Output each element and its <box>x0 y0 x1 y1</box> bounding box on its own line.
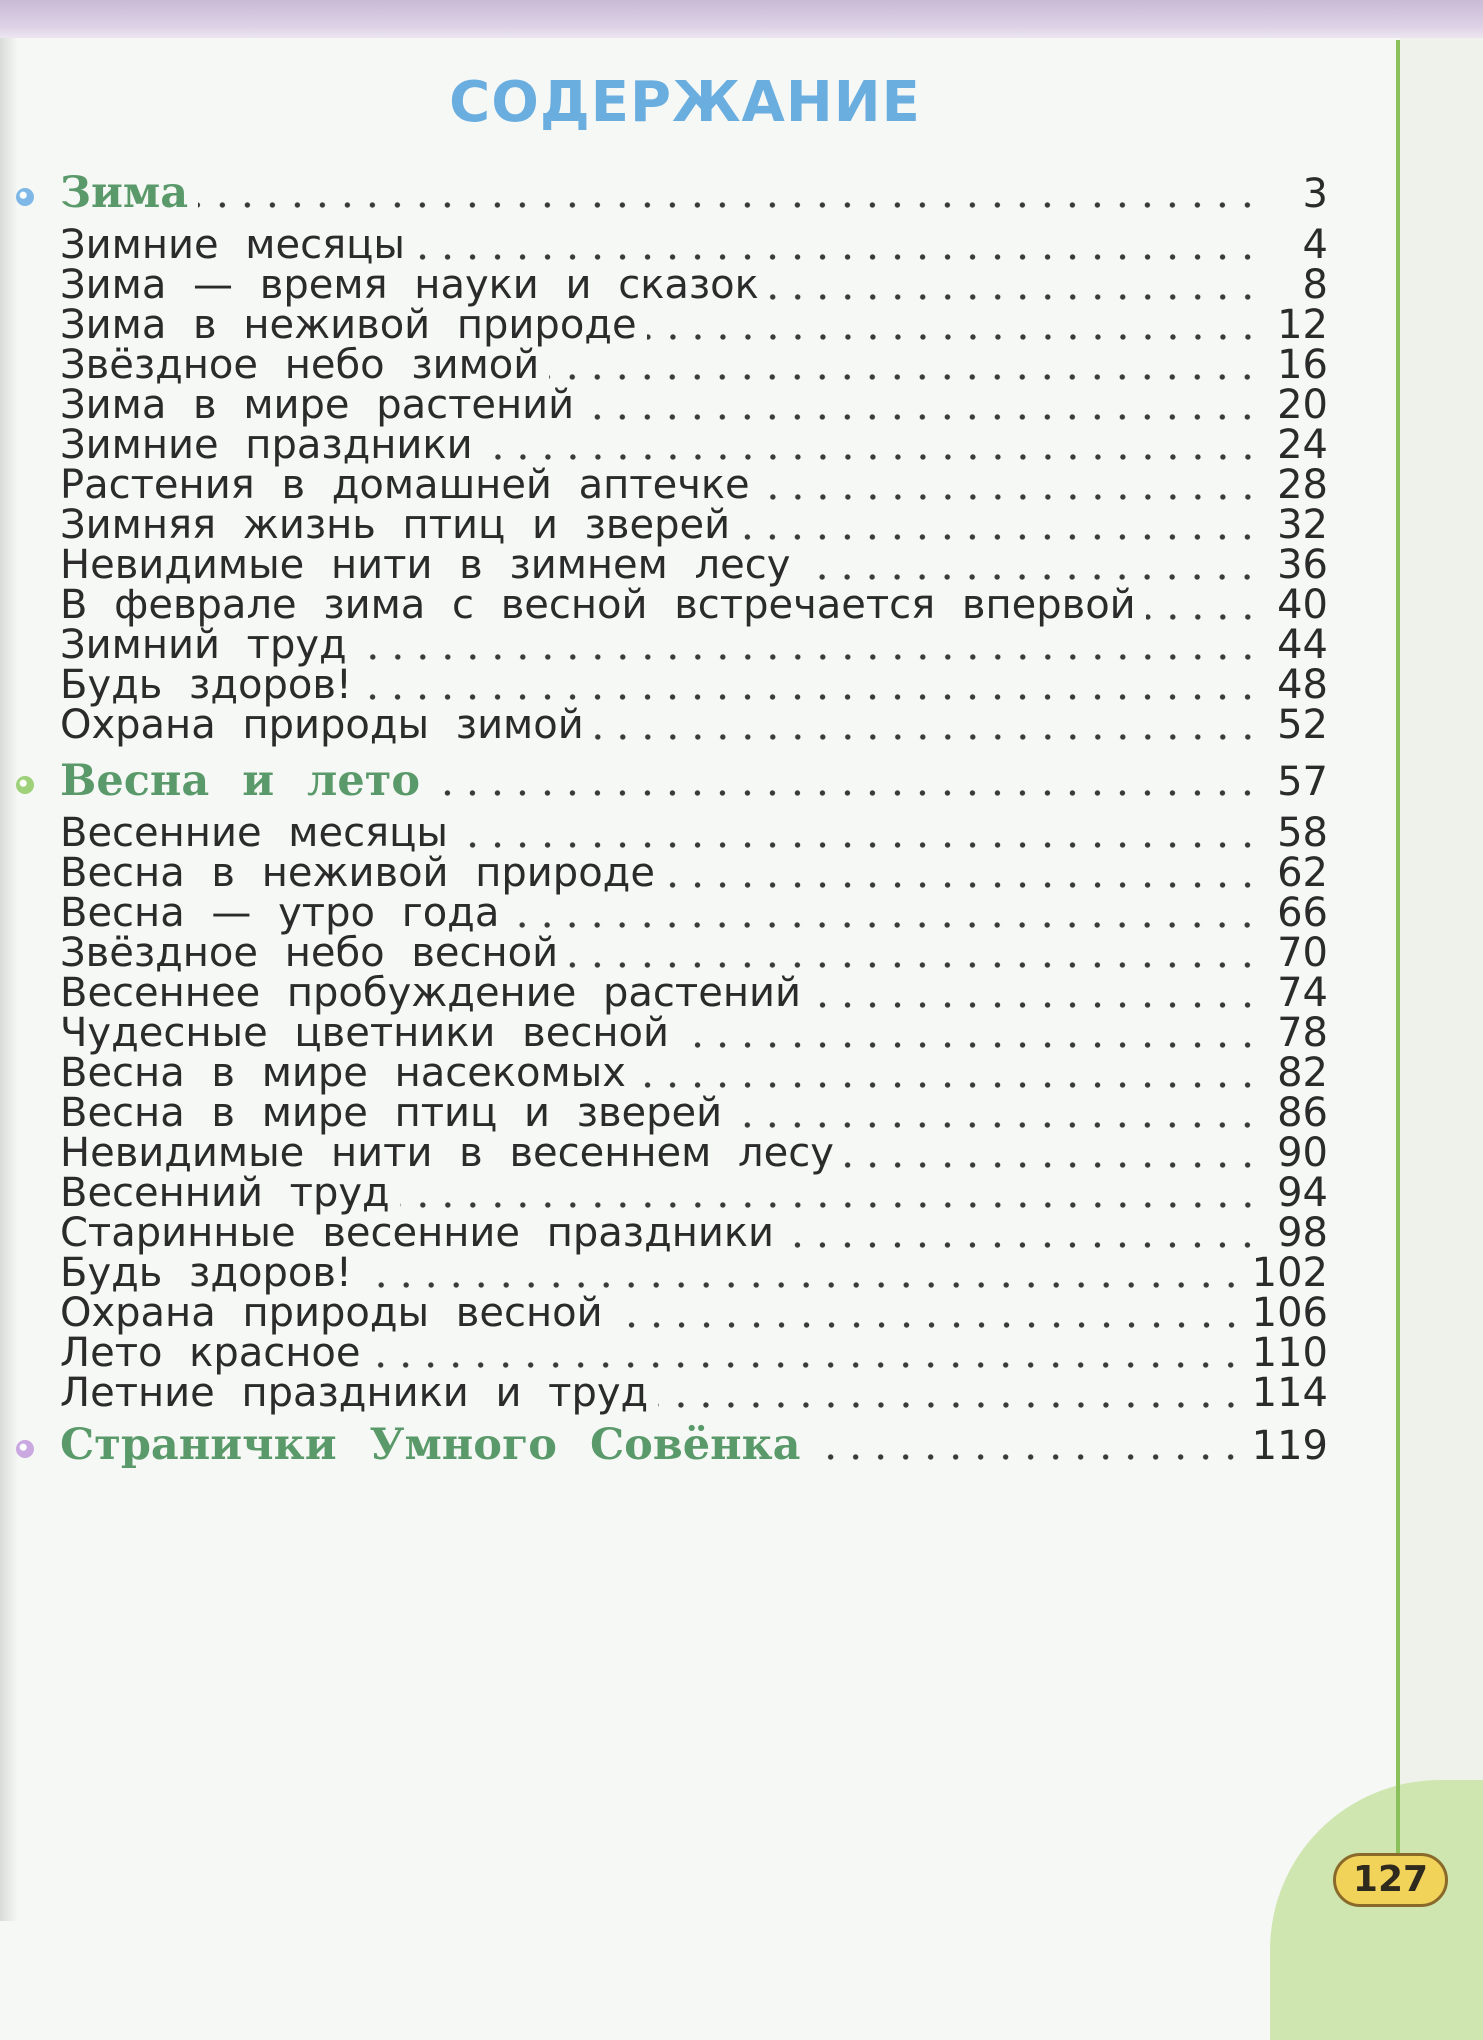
page-ref: 98 <box>1277 1210 1328 1256</box>
dot-leader <box>1146 613 1260 621</box>
page-title: СОДЕРЖАНИЕ <box>449 70 921 135</box>
dot-leader <box>198 201 1260 209</box>
entry-title: Лето красное <box>60 1330 361 1376</box>
page-ref: 62 <box>1277 850 1328 896</box>
dot-leader <box>769 293 1260 301</box>
dot-leader <box>732 1121 1260 1129</box>
entry-title: Растения в домашней аптечке <box>60 462 750 508</box>
entry-title: Будь здоров! <box>60 1250 352 1296</box>
entry-title: Зимние месяцы <box>60 222 405 268</box>
section-title: Странички Умного Совёнка <box>60 1420 801 1470</box>
toc-entry <box>60 702 1328 748</box>
toc-entry <box>60 1370 1328 1416</box>
page-ref: 32 <box>1277 502 1328 548</box>
dot-leader <box>658 1401 1243 1409</box>
dot-leader <box>458 841 1260 849</box>
entry-title: В феврале зима с весной встречается впервой <box>60 582 1136 628</box>
entry-title: Зима в мире растений <box>60 382 575 428</box>
section-title: Весна и лето <box>60 756 421 806</box>
page-ref: 40 <box>1277 582 1328 628</box>
entry-title: Старинные весенние праздники <box>60 1210 775 1256</box>
page-ref: 52 <box>1277 702 1328 748</box>
dot-leader <box>584 413 1260 421</box>
dot-leader <box>679 1041 1260 1049</box>
page-ref: 78 <box>1277 1010 1328 1056</box>
dot-leader <box>665 881 1260 889</box>
entry-title: Чудесные цветники весной <box>60 1010 669 1056</box>
page-ref: 70 <box>1277 930 1328 976</box>
page-ref: 4 <box>1302 222 1328 268</box>
dot-leader <box>549 373 1260 381</box>
entry-title: Весна в неживой природе <box>60 850 655 896</box>
dot-leader <box>370 1361 1243 1369</box>
entry-title: Охрана природы весной <box>60 1290 603 1336</box>
entry-title: Весенние месяцы <box>60 810 448 856</box>
page-ref: 36 <box>1277 542 1328 588</box>
entry-title: Звёздное небо зимой <box>60 342 540 388</box>
dot-leader <box>362 693 1260 701</box>
section-bullet-icon <box>16 1440 34 1458</box>
dot-leader <box>594 733 1260 741</box>
page-ref: 28 <box>1277 462 1328 508</box>
page-ref: 3 <box>1302 171 1328 217</box>
page-ref: 90 <box>1277 1130 1328 1176</box>
page-ref: 12 <box>1277 302 1328 348</box>
dot-leader <box>362 1281 1244 1289</box>
entry-title: Зимние праздники <box>60 422 473 468</box>
dot-leader <box>430 789 1260 797</box>
page-ref: 86 <box>1277 1090 1328 1136</box>
page-ref: 58 <box>1277 810 1328 856</box>
page-ref: 82 <box>1277 1050 1328 1096</box>
entry-title: Весна в мире птиц и зверей <box>60 1090 723 1136</box>
page-ref: 57 <box>1277 759 1328 805</box>
page-ref: 24 <box>1277 422 1328 468</box>
entry-title: Невидимые нити в зимнем лесу <box>60 542 791 588</box>
page-ref: 106 <box>1251 1290 1328 1336</box>
page-ref: 74 <box>1277 970 1328 1016</box>
page-ref: 114 <box>1251 1370 1328 1416</box>
page-ref: 20 <box>1277 382 1328 428</box>
dot-leader <box>483 453 1260 461</box>
page-ref: 44 <box>1277 622 1328 668</box>
entry-title: Звёздное небо весной <box>60 930 559 976</box>
toc-section-heading <box>60 168 1328 218</box>
entry-title: Зимний труд <box>60 622 347 668</box>
dot-leader <box>568 961 1260 969</box>
page-ref: 102 <box>1251 1250 1328 1296</box>
entry-title: Весна в мире насекомых <box>60 1050 626 1096</box>
dot-leader <box>740 533 1260 541</box>
toc-section-heading <box>60 756 1328 806</box>
dot-leader <box>784 1241 1260 1249</box>
entry-title: Охрана природы зимой <box>60 702 584 748</box>
section-title: Зима <box>60 168 189 218</box>
dot-leader <box>800 573 1260 581</box>
dot-leader <box>415 253 1260 261</box>
entry-title: Летние праздники и труд <box>60 1370 649 1416</box>
dot-leader <box>357 653 1260 661</box>
dot-leader <box>400 1201 1260 1209</box>
entry-title: Весна — утро года <box>60 890 500 936</box>
page-ref: 8 <box>1302 262 1328 308</box>
dot-leader <box>844 1161 1260 1169</box>
page-ref: 66 <box>1277 890 1328 936</box>
dot-leader <box>810 1453 1243 1461</box>
entry-title: Будь здоров! <box>60 662 352 708</box>
dot-leader <box>811 1001 1260 1009</box>
entry-title: Зимняя жизнь птиц и зверей <box>60 502 731 548</box>
dot-leader <box>613 1321 1244 1329</box>
dot-leader <box>760 493 1260 501</box>
entry-title: Невидимые нити в весеннем лесу <box>60 1130 834 1176</box>
dot-leader <box>509 921 1260 929</box>
page-number: 127 <box>1333 1853 1448 1907</box>
entry-title: Весеннее пробуждение растений <box>60 970 801 1016</box>
toc-section-heading <box>60 1420 1328 1470</box>
entry-title: Зима в неживой природе <box>60 302 637 348</box>
page-ref: 94 <box>1277 1170 1328 1216</box>
page-ref: 16 <box>1277 342 1328 388</box>
entry-title: Зима — время науки и сказок <box>60 262 759 308</box>
page-ref: 110 <box>1251 1330 1328 1376</box>
dot-leader <box>647 333 1260 341</box>
section-bullet-icon <box>16 776 34 794</box>
page-ref: 48 <box>1277 662 1328 708</box>
dot-leader <box>636 1081 1260 1089</box>
entry-title: Весенний труд <box>60 1170 390 1216</box>
section-bullet-icon <box>16 188 34 206</box>
page-ref: 119 <box>1251 1423 1328 1469</box>
